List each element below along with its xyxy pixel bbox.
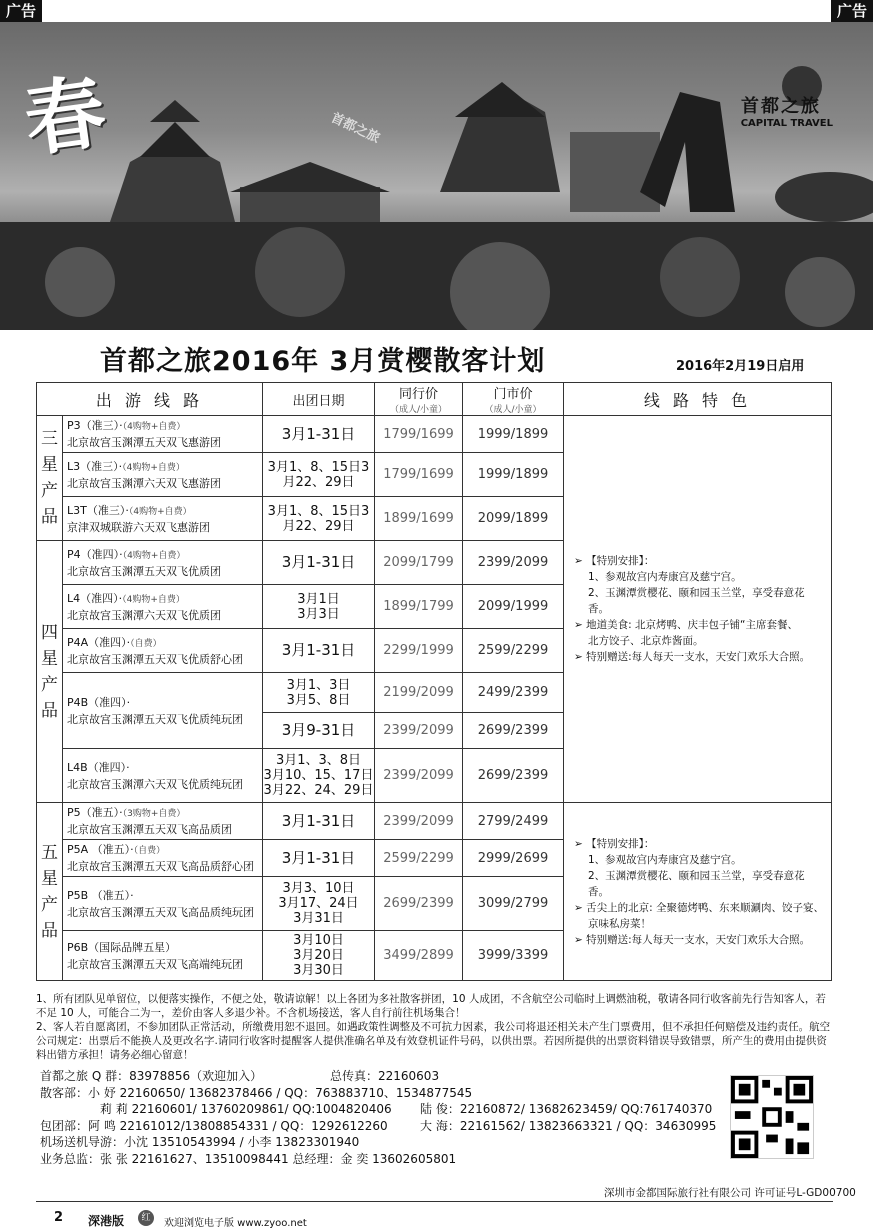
retail-price: 2799/2499	[463, 803, 564, 840]
features-cell	[564, 416, 832, 803]
route-code: P4（准四）·	[67, 547, 123, 561]
peer-price: 2399/2099	[375, 713, 463, 749]
company-license: 深圳市金都国际旅行社有限公司 许可证号L-GD00700	[604, 1187, 856, 1199]
route-tag: （4购物+自费）	[128, 506, 192, 517]
contact-line: 散客部：小 妤 22160650/ 13682378466 / QQ：763883710、1534877545	[40, 1085, 473, 1100]
header-retail-price: 门市价 （成人/小童）	[463, 383, 564, 416]
peer-price: 2699/2399	[375, 877, 463, 931]
feature-line: 1、参观故宫内寿康宫及慈宁宫。	[588, 853, 742, 866]
route-name: 北京故宫玉渊潭五天双飞优质纯玩团	[67, 712, 243, 726]
retail-price: 2099/1899	[463, 497, 564, 541]
route-name: 北京故宫玉渊潭五天双飞高品质团	[67, 823, 232, 836]
table-header-row	[37, 383, 832, 416]
peer-price: 2299/1999	[375, 629, 463, 673]
retail-price: 3999/3399	[463, 931, 564, 981]
tour-date: 3月1日 3月3日	[263, 585, 375, 629]
peer-price: 2199/2099	[375, 673, 463, 713]
route-name: 京津双城联游六天双飞惠游团	[67, 520, 210, 534]
route-code: L3（准三）·	[67, 459, 123, 473]
peer-price: 2399/2099	[375, 749, 463, 803]
route-name: 北京故宫玉渊潭五天双飞惠游团	[67, 436, 221, 449]
page-number: 2	[54, 1210, 64, 1225]
feature-line: 2、玉渊潭赏樱花、颐和园玉兰堂，享受春意花香。	[588, 869, 805, 898]
route-name: 北京故宫玉渊潭五天双飞高品质舒心团	[67, 860, 254, 873]
effective-date: 2016年2月19日启用	[676, 359, 805, 374]
route-code: P5A （准五）·	[67, 843, 134, 856]
beijing-skyline-illustration	[0, 22, 873, 330]
route-tag: （自费）	[130, 638, 162, 649]
feature-line: ➢ 【特别安排】：	[574, 837, 655, 850]
route-name: 北京故宫玉渊潭五天双飞高品质纯玩团	[67, 905, 254, 919]
contact-line: 陆 俊：22160872/ 13682623459/ QQ:761740370	[420, 1102, 713, 1116]
tour-date: 3月10日 3月20日 3月30日	[263, 931, 375, 981]
retail-price: 2099/1999	[463, 585, 564, 629]
peer-price: 2599/2299	[375, 840, 463, 877]
tour-date: 3月1-31日	[263, 416, 375, 453]
contact-line: 大 海：22161562/ 13823663321 / QQ：34630995	[420, 1118, 717, 1133]
retail-price: 2599/2299	[463, 629, 564, 673]
feature-line: 京味私房菜！	[588, 917, 651, 930]
feature-line: 2、玉渊潭赏樱花、颐和园玉兰堂，享受春意花香。	[588, 587, 805, 615]
route-cell	[63, 877, 263, 931]
route-code: P5（准五）·	[67, 806, 123, 819]
peer-price: 2099/1799	[375, 541, 463, 585]
route-tag: （自费）	[133, 846, 166, 856]
table-row	[37, 803, 832, 840]
tour-date: 3月3、10日 3月17、24日 3月31日	[263, 877, 375, 931]
route-code: P6B（国际品牌五星）	[67, 940, 177, 954]
note-2: 2、客人若自愿离团，不参加团队正常活动，所缴费用恕不退回。如遇政策性调整及不可抗力因素，我公司将退还相关未产生门票费用，但不承担任何赔偿及违约责任。航空公司规定：出票后不能换人及更改名字.请同行收客时提醒客人提供准确名单及有效登机证件号码，以供出票。若因所提供的出票资料错误导致错票，所产生的费用由提供资料出错方承担！请务必细心留意！	[36, 1021, 831, 1061]
peer-price: 1899/1699	[375, 497, 463, 541]
route-cell	[63, 541, 263, 585]
tour-date: 3月1-31日	[263, 803, 375, 840]
feature-line: 1、参观故宫内寿康宫及慈宁宫。	[588, 571, 742, 583]
red-badge-icon: 红	[138, 1210, 154, 1226]
route-cell	[63, 840, 263, 877]
retail-price: 2699/2399	[463, 713, 564, 749]
contact-line: 业务总监：张 张 22161627、13510098441 总经理：金 奕 13602605801	[40, 1151, 457, 1166]
qr-code-icon	[730, 1075, 814, 1159]
route-name: 北京故宫玉渊潭五天双飞优质舒心团	[67, 652, 243, 666]
edition-label: 深港版	[88, 1214, 125, 1228]
feature-line: 北方饺子、北京炸酱面。	[588, 635, 704, 647]
peer-price: 2399/2099	[375, 803, 463, 840]
feature-line: ➢ 特别赠送:每人每天一支水，天安门欢乐大合照。	[574, 651, 811, 663]
route-name: 北京故宫玉渊潭五天双飞高端纯玩团	[67, 957, 243, 971]
tour-date: 3月1-31日	[263, 840, 375, 877]
route-code: P4B（准四）·	[67, 695, 131, 709]
route-code: P5B （准五）·	[67, 888, 134, 902]
route-tag: （4购物+自费）	[122, 550, 186, 561]
table-row	[37, 416, 832, 453]
retail-price: 1999/1899	[463, 416, 564, 453]
route-cell	[63, 749, 263, 803]
category-three-star: 三 星 产 品	[37, 416, 63, 541]
fax: 总传真：22160603	[330, 1069, 440, 1083]
retail-price: 2999/2699	[463, 840, 564, 877]
note-1: 1、所有团队见单留位，以便落实操作，不便之处，敬请谅解！以上各团为多社散客拼团，10 人成团，不含航空公司临时上调燃油税，敬请各同行收客前先行告知客人，若不足 10 人，可能合二为一，差价由客人多退少补。不含机场接送，客人自行前往机场集合！	[36, 993, 826, 1019]
retail-price: 2699/2399	[463, 749, 564, 803]
notes-section	[36, 992, 832, 1062]
peer-price: 1899/1799	[375, 585, 463, 629]
ad-label-right: 广告	[831, 0, 873, 22]
route-name: 北京故宫玉渊潭六天双飞优质团	[67, 608, 221, 622]
contacts-section	[40, 1068, 730, 1167]
retail-price: 2499/2399	[463, 673, 564, 713]
route-tag: （3购物+自费）	[122, 809, 186, 819]
route-code: L4（准四）·	[67, 591, 123, 605]
route-cell	[63, 629, 263, 673]
tour-date: 3月1-31日	[263, 541, 375, 585]
feature-line: ➢ 【特别安排】：	[574, 555, 655, 567]
header-date: 出团日期	[263, 383, 375, 416]
route-code: L4B（准四）·	[67, 760, 130, 774]
route-cell	[63, 497, 263, 541]
ad-label-left: 广告	[0, 0, 42, 22]
tour-plan-table	[36, 382, 832, 981]
route-cell	[63, 931, 263, 981]
route-code: P3（准三）·	[67, 419, 123, 432]
brand-logo-cn: 首都之旅	[741, 96, 821, 117]
category-four-star: 四 星 产 品	[37, 541, 63, 803]
tour-date: 3月1、8、15日3月22、29日	[263, 497, 375, 541]
header-peer-price: 同行价 （成人/小童）	[375, 383, 463, 416]
route-cell	[63, 803, 263, 840]
contact-line: 莉 莉 22160601/ 13760209861/ QQ:1004820406	[100, 1102, 392, 1116]
tour-date: 3月1、3、8日 3月10、15、17日 3月22、24、29日	[263, 749, 375, 803]
route-name: 北京故宫玉渊潭六天双飞优质纯玩团	[67, 777, 243, 791]
route-tag: （4购物+自费）	[122, 594, 185, 605]
tour-date: 3月1、8、15日3月22、29日	[263, 453, 375, 497]
brand-logo-en: CAPITAL TRAVEL	[740, 118, 833, 129]
tour-date: 3月1-31日	[263, 629, 375, 673]
header-route: 出 游 线 路	[37, 383, 263, 416]
peer-price: 1799/1699	[375, 416, 463, 453]
feature-line: ➢ 特别赠送:每人每天一支水，天安门欢乐大合照。	[574, 933, 811, 946]
contact-line: 包团部：阿 鸣 22161012/13808854331 / QQ：1292612260	[40, 1118, 388, 1133]
contact-line: 机场送机导游：小沈 13510543994 / 小李 13823301940	[40, 1135, 360, 1149]
route-tag: （4购物+自费）	[122, 422, 186, 432]
retail-price: 1999/1899	[463, 453, 564, 497]
hero-banner	[0, 22, 873, 330]
route-code: P4A（准四）·	[67, 635, 131, 649]
feature-line: ➢ 地道美食: 北京烤鸭、庆丰包子铺“主席套餐、	[574, 619, 798, 631]
footer-divider	[36, 1201, 833, 1202]
tour-date: 3月9-31日	[263, 713, 375, 749]
tour-date: 3月1、3日 3月5、8日	[263, 673, 375, 713]
route-name: 北京故宫玉渊潭六天双飞惠游团	[67, 476, 221, 490]
spring-calligraphy: 春	[18, 63, 112, 169]
route-name: 北京故宫玉渊潭五天双飞优质团	[67, 564, 221, 578]
header-features: 线 路 特 色	[564, 383, 832, 416]
peer-price: 1799/1699	[375, 453, 463, 497]
route-code: L3T（准三）·	[67, 503, 129, 517]
features-cell	[564, 803, 832, 981]
peer-price: 3499/2899	[375, 931, 463, 981]
page-title: 首都之旅2016年 3月赏樱散客计划	[100, 346, 546, 377]
qq-group: 首都之旅 Q 群：83978856（欢迎加入）	[40, 1069, 263, 1083]
feature-line: ➢ 舌尖上的北京: 全聚德烤鸭、东来顺涮肉、饺子宴、	[574, 901, 825, 914]
retail-price: 3099/2799	[463, 877, 564, 931]
route-cell	[63, 673, 263, 749]
route-tag: （4购物+自费）	[122, 462, 185, 473]
route-cell	[63, 585, 263, 629]
retail-price: 2399/2099	[463, 541, 564, 585]
watermark-text: 首都之旅	[328, 110, 382, 147]
route-cell	[63, 453, 263, 497]
footer-url: 欢迎浏览电子版 www.zyoo.net	[164, 1218, 307, 1229]
route-cell	[63, 416, 263, 453]
category-five-star: 五 星 产 品	[37, 803, 63, 981]
